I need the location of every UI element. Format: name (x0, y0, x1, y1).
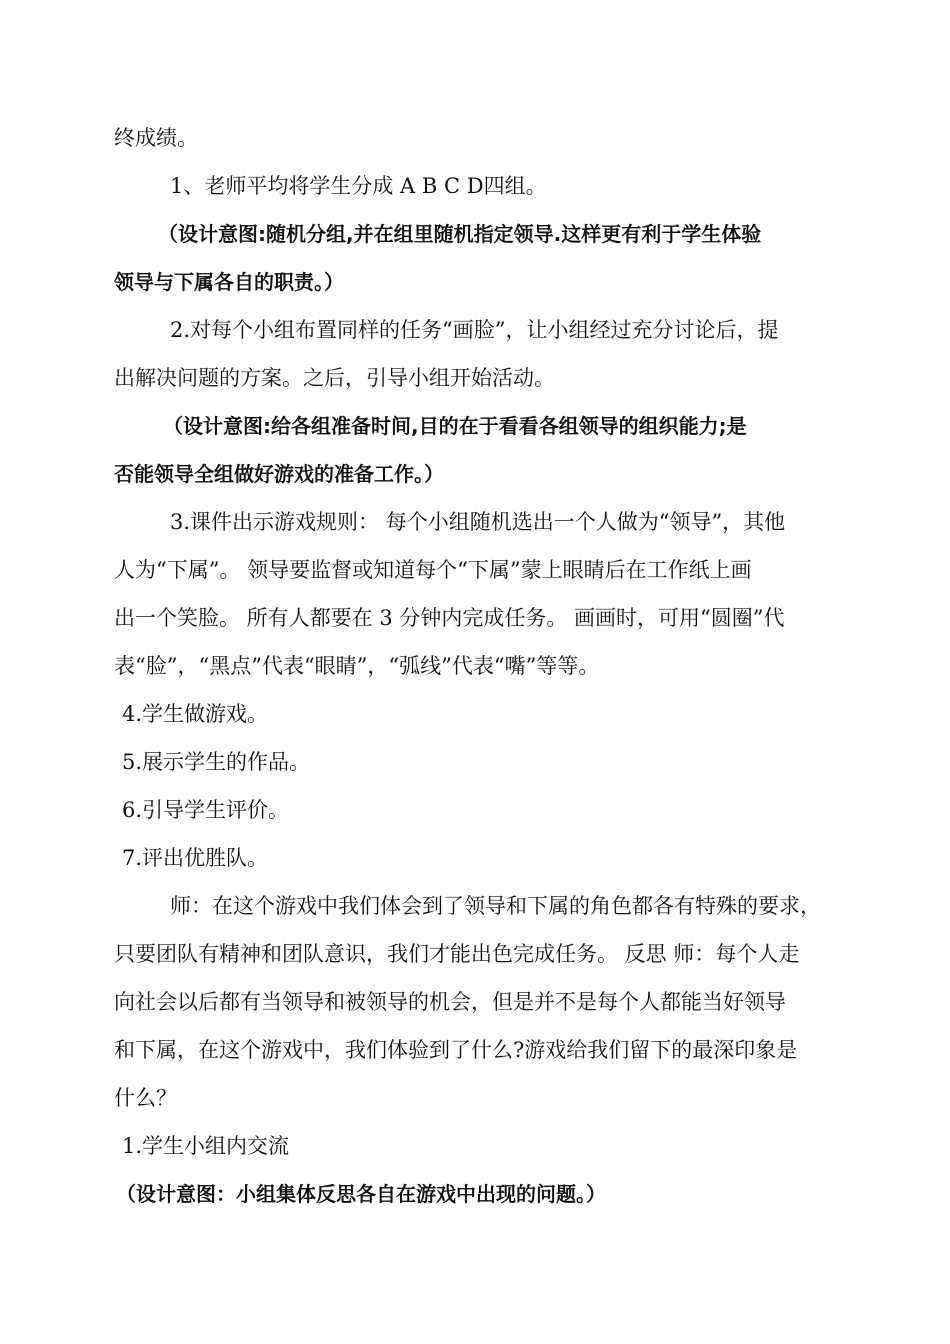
paragraph-line: 1、老师平均将学生分成 A B C D四组。 (170, 174, 547, 198)
paragraph-line: 出解决问题的方案。之后，引导小组开始活动。 (114, 366, 555, 390)
paragraph-line: 表“脸”，“黑点”代表“眼睛”，“弧线”代表“嘴”等等。 (114, 654, 600, 678)
design-intent-line: （设计意图:随机分组,并在组里随机指定领导.这样更有利于学生体验 (158, 222, 762, 246)
paragraph-line: 3.课件出示游戏规则： 每个小组随机选出一个人做为“领导”，其他 (170, 510, 786, 534)
paragraph-line: 出一个笑脸。 所有人都要在 3 分钟内完成任务。 画画时，可用“圆圈”代 (114, 606, 785, 630)
paragraph-line: 2.对每个小组布置同样的任务“画脸”，让小组经过充分讨论后，提 (170, 318, 779, 342)
paragraph-line: 和下属，在这个游戏中，我们体验到了什么?游戏给我们留下的最深印象是 (114, 1038, 798, 1062)
paragraph-line: 什么？ (114, 1086, 177, 1110)
list-item: 4.学生做游戏。 (122, 702, 269, 726)
list-item: 6.引导学生评价。 (122, 798, 290, 822)
paragraph-line: 向社会以后都有当领导和被领导的机会，但是并不是每个人都能当好领导 (114, 990, 786, 1014)
design-intent-line: （设计意图：小组集体反思各自在游戏中出现的问题。） (116, 1182, 606, 1206)
paragraph-line: 只要团队有精神和团队意识，我们才能出色完成任务。 反思 师：每个人走 (114, 942, 800, 966)
paragraph-line: 师：在这个游戏中我们体会到了领导和下属的角色都各有特殊的要求， (170, 894, 821, 918)
paragraph-line: 终成绩。 (114, 126, 198, 150)
design-intent-line: 领导与下属各自的职责。） (114, 270, 344, 294)
design-intent-line: （设计意图:给各组准备时间,目的在于看看各组领导的组织能力;是 (163, 414, 747, 438)
list-item: 7.评出优胜队。 (122, 846, 269, 870)
paragraph-line: 人为“下属”。 领导要监督或知道每个“下属”蒙上眼睛后在工作纸上画 (114, 558, 752, 582)
list-item: 5.展示学生的作品。 (122, 750, 311, 774)
list-item: 1.学生小组内交流 (122, 1134, 290, 1158)
design-intent-line: 否能领导全组做好游戏的准备工作。） (114, 462, 444, 486)
